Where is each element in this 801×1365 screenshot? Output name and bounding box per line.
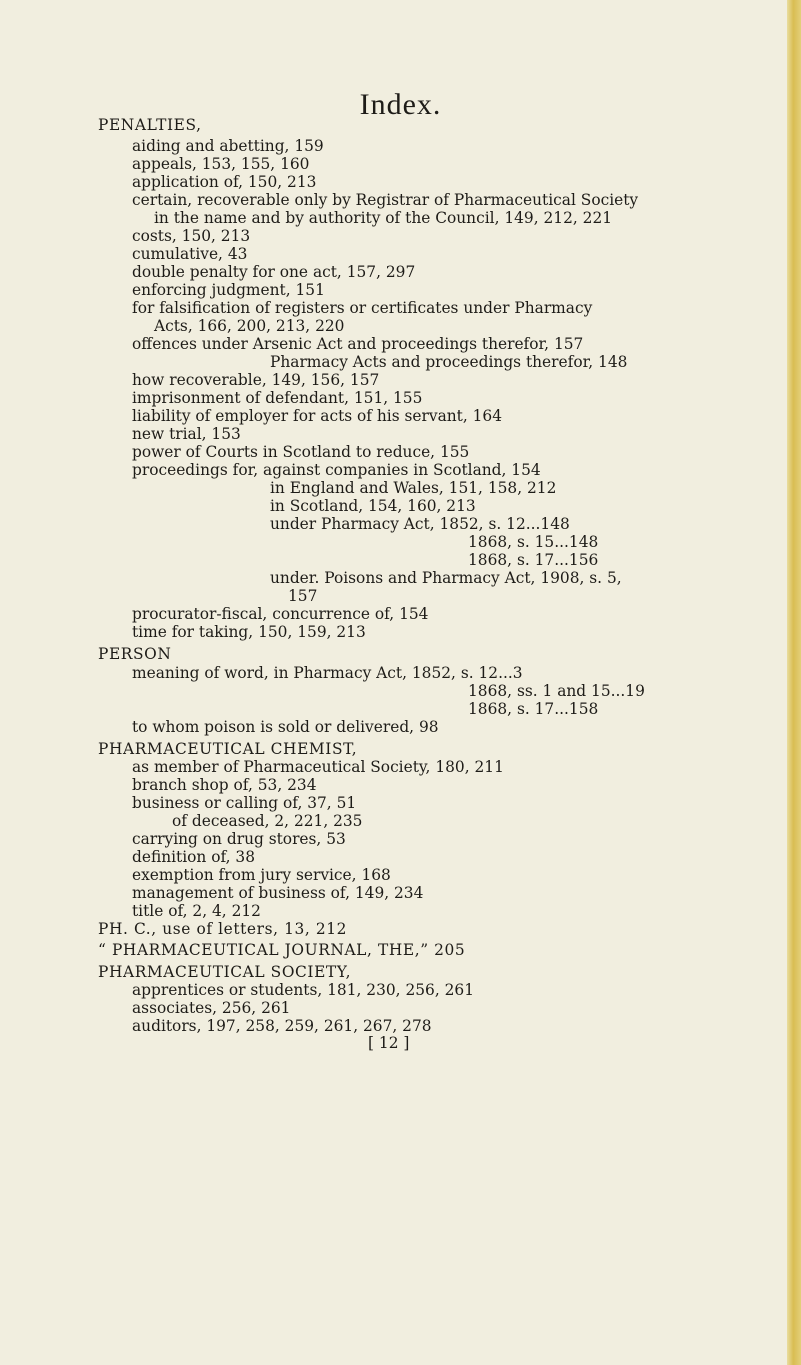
index-line: PHARMACEUTICAL SOCIETY, [98,963,352,981]
index-line: PENALTIES, [98,116,202,134]
index-line: offences under Arsenic Act and proceedings therefor, 157 [132,335,584,353]
index-line: in the name and by authority of the Council, 149, 212, 221 [154,209,613,227]
index-line: in England and Wales, 151, 158, 212 [270,479,557,497]
index-line: business or calling of, 37, 51 [132,794,357,812]
page-folio: [ 12 ] [368,1034,410,1052]
index-line: certain, recoverable only by Registrar of Pharmaceutical Society [132,191,639,209]
index-line: double penalty for one act, 157, 297 [132,263,416,281]
index-line: PERSON [98,645,172,663]
index-line: enforcing judgment, 151 [132,281,325,299]
index-line: definition of, 38 [132,848,256,866]
index-line: PH. C., use of letters, 13, 212 [98,920,348,938]
index-line: meaning of word, in Pharmacy Act, 1852, s. 12...3 [132,664,523,682]
index-line: application of, 150, 213 [132,173,317,191]
index-line: costs, 150, 213 [132,227,251,245]
index-line: “ PHARMACEUTICAL JOURNAL, THE,” 205 [98,941,466,959]
index-line: associates, 256, 261 [132,999,291,1017]
page-title-text: Index. [359,88,442,121]
index-line: procurator-fiscal, concurrence of, 154 [132,605,429,623]
index-line: of deceased, 2, 221, 235 [172,812,363,830]
index-line: for falsification of registers or certificates under Pharmacy [132,299,593,317]
index-line: apprentices or students, 181, 230, 256, 261 [132,981,474,999]
index-line: Pharmacy Acts and proceedings therefor, 148 [270,353,628,371]
index-line: 157 [288,587,318,605]
index-line: PHARMACEUTICAL CHEMIST, [98,740,358,758]
index-line: imprisonment of defendant, 151, 155 [132,389,423,407]
index-line: power of Courts in Scotland to reduce, 155 [132,443,470,461]
index-line: 1868, s. 17...156 [468,551,599,569]
index-line: under Pharmacy Act, 1852, s. 12...148 [270,515,570,533]
index-entries [0,116,801,1035]
index-line: auditors, 197, 258, 259, 261, 267, 278 [132,1017,432,1035]
index-line: new trial, 153 [132,425,241,443]
index-line: time for taking, 150, 159, 213 [132,623,366,641]
index-line: under. Poisons and Pharmacy Act, 1908, s. 5, [270,569,622,587]
index-line: exemption from jury service, 168 [132,866,391,884]
index-line: to whom poison is sold or delivered, 98 [132,718,439,736]
index-line: 1868, s. 15...148 [468,533,599,551]
index-line: 1868, s. 17...158 [468,700,599,718]
index-line: management of business of, 149, 234 [132,884,424,902]
index-line: as member of Pharmaceutical Society, 180, 211 [132,758,504,776]
index-line: aiding and abetting, 159 [132,137,324,155]
index-line: Acts, 166, 200, 213, 220 [154,317,345,335]
index-line: carrying on drug stores, 53 [132,830,346,848]
index-line: branch shop of, 53, 234 [132,776,317,794]
index-line: liability of employer for acts of his servant, 164 [132,407,503,425]
index-line: in Scotland, 154, 160, 213 [270,497,476,515]
index-line: title of, 2, 4, 212 [132,902,261,920]
index-line: cumulative, 43 [132,245,248,263]
index-line: proceedings for, against companies in Scotland, 154 [132,461,541,479]
index-line: 1868, ss. 1 and 15...19 [468,682,645,700]
index-line: appeals, 153, 155, 160 [132,155,310,173]
index-line: how recoverable, 149, 156, 157 [132,371,380,389]
